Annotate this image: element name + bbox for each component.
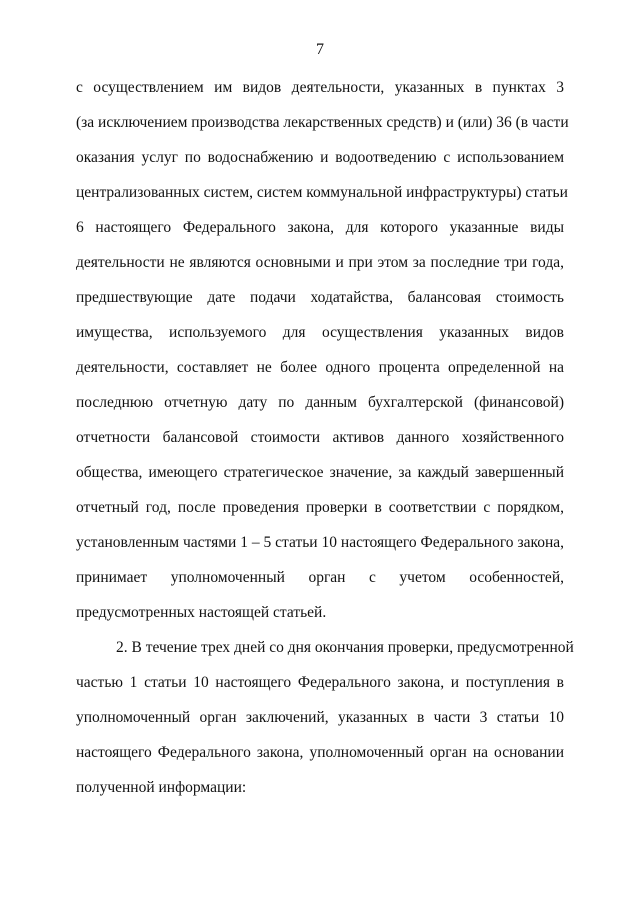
text-line: принимает уполномоченный орган с учетом особенностей,: [76, 569, 564, 586]
text-line: с осуществлением им видов деятельности, указанных в пунктах 3: [76, 79, 564, 96]
text-line: предшествующие дате подачи ходатайства, балансовая стоимость: [76, 289, 564, 306]
page-number: 7: [316, 41, 324, 58]
text-line: деятельности, составляет не более одного процента определенной на: [76, 359, 564, 376]
text-line: отчетности балансовой стоимости активов данного хозяйственного: [76, 429, 564, 446]
text-line: последнюю отчетную дату по данным бухгалтерской (финансовой): [76, 394, 564, 411]
text-line: оказания услуг по водоснабжению и водоотведению с использованием: [76, 149, 564, 166]
text-line: установленным частями 1 – 5 статьи 10 настоящего Федерального закона,: [76, 534, 564, 551]
text-line: настоящего Федерального закона, уполномоченный орган на основании: [76, 744, 564, 761]
text-line: предусмотренных настоящей статьей.: [76, 604, 327, 621]
text-line: (за исключением производства лекарственных средств) и (или) 36 (в части: [76, 114, 569, 131]
text-line: имущества, используемого для осуществления указанных видов: [76, 324, 564, 341]
paragraph-start-line: 2. В течение трех дней со дня окончания проверки, предусмотренной: [116, 639, 574, 656]
text-line: деятельности не являются основными и при этом за последние три года,: [76, 254, 564, 271]
text-line: централизованных систем, систем коммунальной инфраструктуры) статьи: [76, 184, 568, 201]
text-line: общества, имеющего стратегическое значение, за каждый завершенный: [76, 464, 564, 481]
text-line: отчетный год, после проведения проверки в соответствии с порядком,: [76, 499, 564, 516]
text-line: частью 1 статьи 10 настоящего Федерального закона, и поступления в: [76, 674, 564, 691]
text-line: полученной информации:: [76, 779, 247, 796]
text-line: уполномоченный орган заключений, указанных в части 3 статьи 10: [76, 709, 564, 726]
text-line: 6 настоящего Федерального закона, для которого указанные виды: [76, 219, 564, 236]
